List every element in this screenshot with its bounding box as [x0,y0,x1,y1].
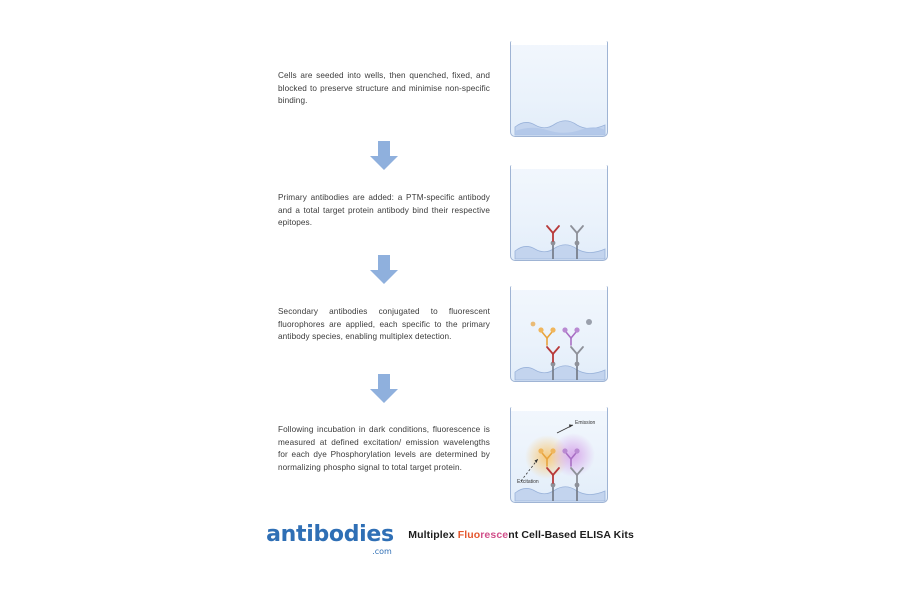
footer [0,522,900,556]
well-contents [511,165,607,260]
footer-title-part-4: nt [508,529,522,541]
footer-title-part-5: Cell-Based ELISA Kits [521,529,634,541]
secondary-antibody-icon [511,286,608,382]
footer-title-part-3: resce [480,529,509,541]
step-1-text: Cells are seeded into wells, then quenched, fixed, and blocked to preserve structure and minimise non-specific binding. [278,71,490,106]
step-3-well [510,286,608,382]
footer-title [408,529,634,541]
primary-antibody-icon [511,165,608,261]
step-2-well [510,165,608,261]
logo-sub-text: .com [372,547,392,556]
arrow-2 [367,253,401,287]
step-2-text: Primary antibodies are added: a PTM-specific antibody and a total target protein antibody bind their respective epitopes. [278,193,490,228]
emission-label: Emission [575,420,596,426]
step-4-text: Following incubation in dark conditions, fluorescence is measured at defined excitation/ emission wavelengths for each dye Phosphorylation levels are determined by normalizing phospho signal to total target protein. [278,425,490,473]
logo-main-text: antibodies [266,522,394,547]
footer-title-part-2: Fluo [457,529,481,541]
arrow-3 [367,372,401,406]
step-3-text: Secondary antibodies conjugated to fluorescent fluorophores are applied, each specific to the primary antibody species, enabling multiplex detection. [278,307,490,342]
step-4-well [510,407,608,503]
antibodies-logo[interactable] [266,522,394,556]
step-1-well [510,41,608,137]
well-contents [511,41,607,136]
footer-title-part-1: Multiplex [408,529,458,541]
arrow-1 [367,139,401,173]
cell-monolayer-icon [511,41,608,137]
excitation-label: Excitation [517,479,539,485]
well-contents [511,407,607,502]
well-contents [511,286,607,381]
